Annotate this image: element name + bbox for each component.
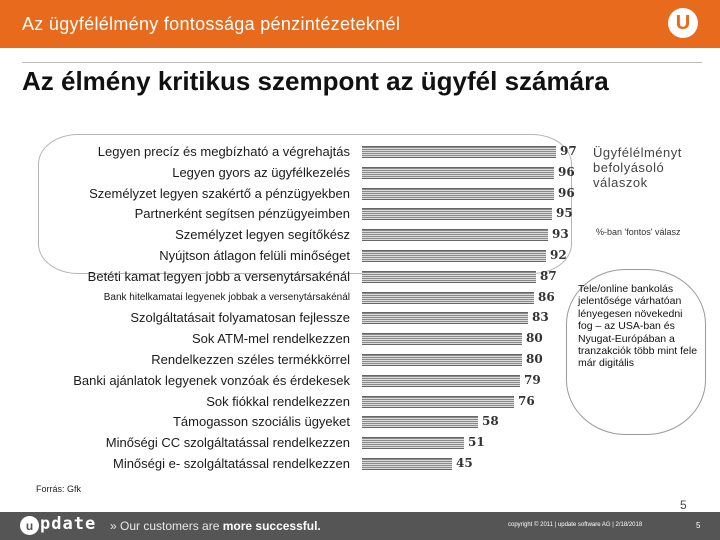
category-label: Sok ATM-mel rendelkezzen <box>192 331 350 347</box>
category-label: Személyzet legyen segítőkész <box>175 227 350 243</box>
value-label: 96 <box>558 164 575 179</box>
bar <box>362 312 528 324</box>
value-label: 80 <box>526 352 543 366</box>
footer-logo-letter: u <box>25 518 34 533</box>
value-label: 95 <box>556 206 573 221</box>
bar <box>362 271 536 283</box>
source-note: Forrás: Gfk <box>36 484 82 494</box>
page-number: 5 <box>680 498 687 512</box>
category-label: Személyzet legyen szakértő a pénzügyekben <box>89 185 350 201</box>
value-label: 58 <box>482 414 499 429</box>
side-heading: Ügyfélélményt befolyásoló válaszok <box>593 145 682 190</box>
bar <box>362 354 522 366</box>
bar <box>362 458 452 470</box>
category-label: Bank hitelkamatai legyenek jobbak a versenytársakénál <box>103 291 350 303</box>
bar <box>362 208 552 220</box>
footer-slogan <box>110 519 321 533</box>
bar <box>362 229 548 241</box>
footer-slogan-text: » Our customers are <box>110 519 223 533</box>
value-label: 45 <box>456 456 473 470</box>
bar <box>362 146 556 158</box>
category-label: Betéti kamat legyen jobb a versenytársakénál <box>87 268 350 284</box>
value-label: 96 <box>558 185 575 200</box>
bar <box>362 292 534 304</box>
value-label: 79 <box>524 372 541 387</box>
value-label: 97 <box>560 144 577 158</box>
category-label: Támogasson szociális ügyeket <box>172 414 350 430</box>
brand-logo-letter: U <box>675 12 691 34</box>
value-label: 80 <box>526 331 543 346</box>
category-label: Szolgáltatásait folyamatosan fejlessze <box>130 310 350 326</box>
category-label: Legyen precíz és megbízható a végrehajtás <box>97 144 350 159</box>
bar <box>362 188 554 200</box>
value-label: 87 <box>540 268 557 283</box>
footer-copyright: copyright © 2011 | update software AG | 2/18/2018 <box>508 522 643 528</box>
category-label: Partnerként segítsen pénzügyeimben <box>134 206 350 222</box>
category-label: Sok fiókkal rendelkezzen <box>206 393 350 409</box>
info-bubble-text: Tele/online bankolás jelentősége várhatóan lényegesen növekedni fog – az USA-ban és Nyugat-Európában a tranzakciók több mint fele már digitális <box>578 283 698 370</box>
value-label: 51 <box>468 435 485 450</box>
title-divider <box>22 62 702 63</box>
bar <box>362 250 546 262</box>
footer-logo-icon <box>20 516 39 535</box>
category-label: Nyújtson átlagon felüli minőséget <box>159 248 350 263</box>
category-label: Banki ajánlatok legyenek vonzóak és érdekesek <box>73 372 350 388</box>
value-label: 93 <box>552 227 569 242</box>
page-title: Az élmény kritikus szempont az ügyfél számára <box>22 66 609 96</box>
value-label: 76 <box>518 393 535 408</box>
bar <box>362 396 514 408</box>
bar <box>362 167 554 179</box>
value-label: 92 <box>550 248 567 262</box>
value-label: 83 <box>532 310 549 325</box>
header-bar <box>0 0 720 48</box>
bar <box>362 416 478 428</box>
header-subtitle: Az ügyfélélmény fontossága pénzintézeteknél <box>22 14 401 34</box>
bar <box>362 437 464 449</box>
category-label: Legyen gyors az ügyfélkezelés <box>172 164 350 180</box>
category-label: Minőségi CC szolgáltatással rendelkezzen <box>105 435 350 451</box>
footer-slogan-bold: more successful. <box>222 519 321 533</box>
value-label: 86 <box>538 289 555 304</box>
side-note: %-ban 'fontos' válasz <box>596 227 681 237</box>
footer-page-number: 5 <box>696 521 701 530</box>
bar <box>362 375 520 387</box>
bar <box>362 333 522 345</box>
brand-logo <box>668 8 698 38</box>
footer-brand: pdate <box>40 514 97 534</box>
category-label: Rendelkezzen széles termékkörrel <box>151 352 350 367</box>
category-label: Minőségi e- szolgáltatással rendelkezzen <box>112 456 350 471</box>
